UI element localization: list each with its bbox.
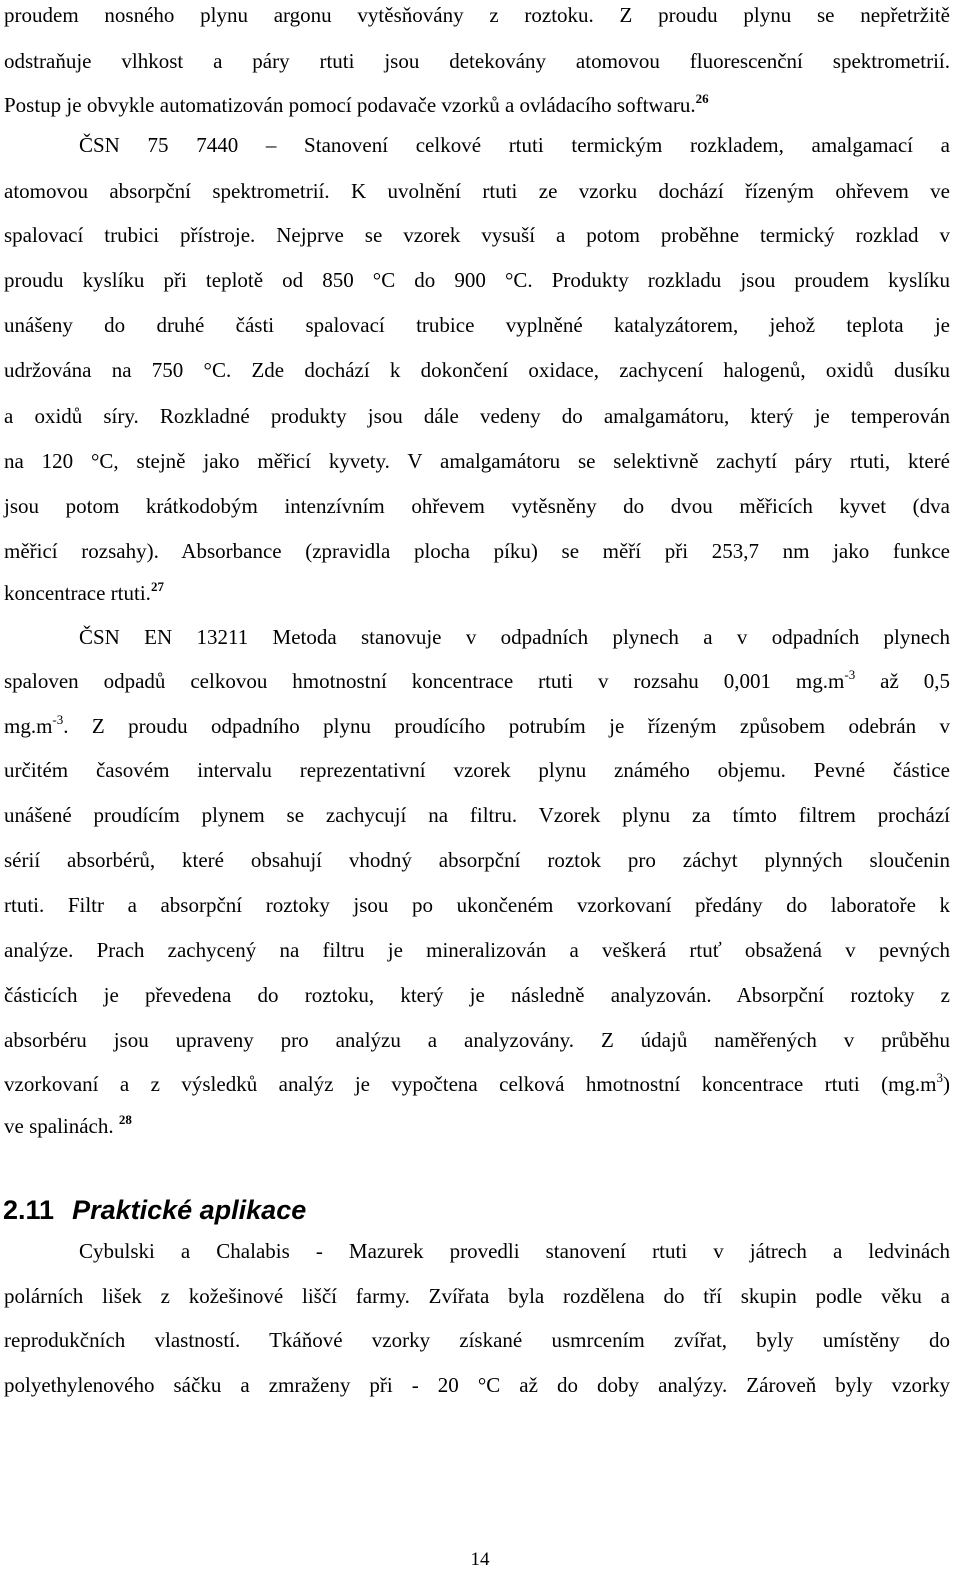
paragraph-3-line-1: ČSN EN 13211 Metoda stanovuje v odpadních plynech a v odpadních plynech: [79, 625, 950, 649]
paragraph-3-line-7: rtuti. Filtr a absorpční roztoky jsou po ukončeném vzorkovaní předány do laboratoře k: [4, 893, 950, 917]
paragraph-3-line-2-text: spaloven odpadů celkovou hmotnostní koncentrace rtuti v rozsahu 0,001 mg.m: [4, 669, 845, 693]
paragraph-2-line-2: atomovou absorpční spektrometrií. K uvolnění rtuti ze vzorku dochází řízeným ohřevem ve: [4, 179, 950, 203]
paragraph-3-line-12: [4, 1113, 950, 1139]
paragraph-3-line-6: sérií absorbérů, které obsahují vhodný absorpční roztok pro záchyt plynných sloučenin: [4, 848, 950, 872]
citation-26: 26: [695, 91, 709, 106]
paragraph-1-line-2: odstraňuje vlhkost a páry rtuti jsou detekovány atomovou fluorescenční spektrometrií.: [4, 49, 950, 73]
paragraph-2-line-7: a oxidů síry. Rozkladné produkty jsou dále vedeny do amalgamátoru, který je temperován: [4, 404, 950, 428]
paragraph-3-line-3-head: mg.m: [4, 714, 53, 738]
paragraph-2-line-11-text: koncentrace rtuti.: [4, 581, 151, 605]
paragraph-3-line-11: [4, 1071, 950, 1097]
paragraph-3-line-2: [4, 668, 950, 694]
paragraph-4-line-2: polárních lišek z kožešinové liščí farmy. Zvířata byla rozdělena do tří skupin podle věku a: [4, 1284, 950, 1308]
paragraph-3-line-10: absorbéru jsou upraveny pro analýzu a analyzovány. Z údajů naměřených v průběhu: [4, 1028, 950, 1052]
section-number: 2.11: [3, 1195, 55, 1225]
paragraph-4-line-1: Cybulski a Chalabis - Mazurek provedli stanovení rtuti v játrech a ledvinách: [79, 1239, 950, 1263]
paragraph-2-line-10: měřicí rozsahy). Absorbance (zpravidla plocha píku) se měří při 253,7 nm jako funkce: [4, 539, 950, 563]
paragraph-3-line-8: analýze. Prach zachycený na filtru je mineralizován a veškerá rtuť obsažená v pevných: [4, 938, 950, 962]
paragraph-3-line-4: určitém časovém intervalu reprezentativní vzorek plynu známého objemu. Pevné částice: [4, 758, 950, 782]
paragraph-3-line-5: unášené proudícím plynem se zachycují na filtru. Vzorek plynu za tímto filtrem prochází: [4, 803, 950, 827]
paragraph-1-line-3: [4, 92, 950, 118]
exponent-3: 3: [936, 1070, 943, 1085]
paragraph-3-line-11-tail: ): [943, 1072, 950, 1096]
paragraph-4-line-4: polyethylenového sáčku a zmraženy při - 20 °C až do doby analýzy. Zároveň byly vzorky: [4, 1373, 950, 1397]
paragraph-3-line-9: částicích je převedena do roztoku, který je následně analyzován. Absorpční roztoky z: [4, 983, 950, 1007]
paragraph-2-line-3: spalovací trubici přístroje. Nejprve se vzorek vysuší a potom proběhne termický rozklad v: [4, 223, 950, 247]
paragraph-2-line-6: udržována na 750 °C. Zde dochází k dokončení oxidace, zachycení halogenů, oxidů dusíku: [4, 358, 950, 382]
citation-28: 28: [118, 1112, 132, 1127]
paragraph-3-line-2-tail: až 0,5: [855, 669, 950, 693]
section-heading: [3, 1193, 306, 1227]
paragraph-3-line-12-text: ve spalinách.: [4, 1114, 119, 1138]
page-number: 14: [470, 1549, 490, 1570]
paragraph-3-line-3: [4, 713, 950, 739]
paragraph-2-line-11: [4, 580, 950, 606]
paragraph-2-line-1: ČSN 75 7440 – Stanovení celkové rtuti termickým rozkladem, amalgamací a: [79, 133, 950, 157]
paragraph-2-line-9: jsou potom krátkodobým intenzívním ohřevem vytěsněny do dvou měřicích kyvet (dva: [4, 494, 950, 518]
paragraph-3-line-3-text: . Z proudu odpadního plynu proudícího potrubím je řízeným způsobem odebrán v: [63, 714, 950, 738]
paragraph-2-line-4: proudu kyslíku při teplotě od 850 °C do 900 °C. Produkty rozkladu jsou proudem kyslíku: [4, 268, 950, 292]
section-title: Praktické aplikace: [72, 1195, 307, 1225]
paragraph-1-line-1: proudem nosného plynu argonu vytěsňovány z roztoku. Z proudu plynu se nepřetržitě: [4, 3, 950, 27]
exponent-minus-3: -3: [52, 712, 64, 727]
citation-27: 27: [150, 579, 164, 594]
paragraph-2-line-8: na 120 °C, stejně jako měřicí kyvety. V amalgamátoru se selektivně zachytí páry rtuti, které: [4, 449, 950, 473]
exponent-minus-3: -3: [844, 667, 856, 682]
paragraph-4-line-3: reprodukčních vlastností. Tkáňové vzorky získané usmrcením zvířat, byly umístěny do: [4, 1328, 950, 1352]
paragraph-2-line-5: unášeny do druhé části spalovací trubice vyplněné katalyzátorem, jehož teplota je: [4, 313, 950, 337]
paragraph-1-line-3-text: Postup je obvykle automatizován pomocí podavače vzorků a ovládacího softwaru.: [4, 93, 696, 117]
paragraph-3-line-11-text: vzorkovaní a z výsledků analýz je vypočtena celková hmotnostní koncentrace rtuti (mg.m: [4, 1072, 937, 1096]
